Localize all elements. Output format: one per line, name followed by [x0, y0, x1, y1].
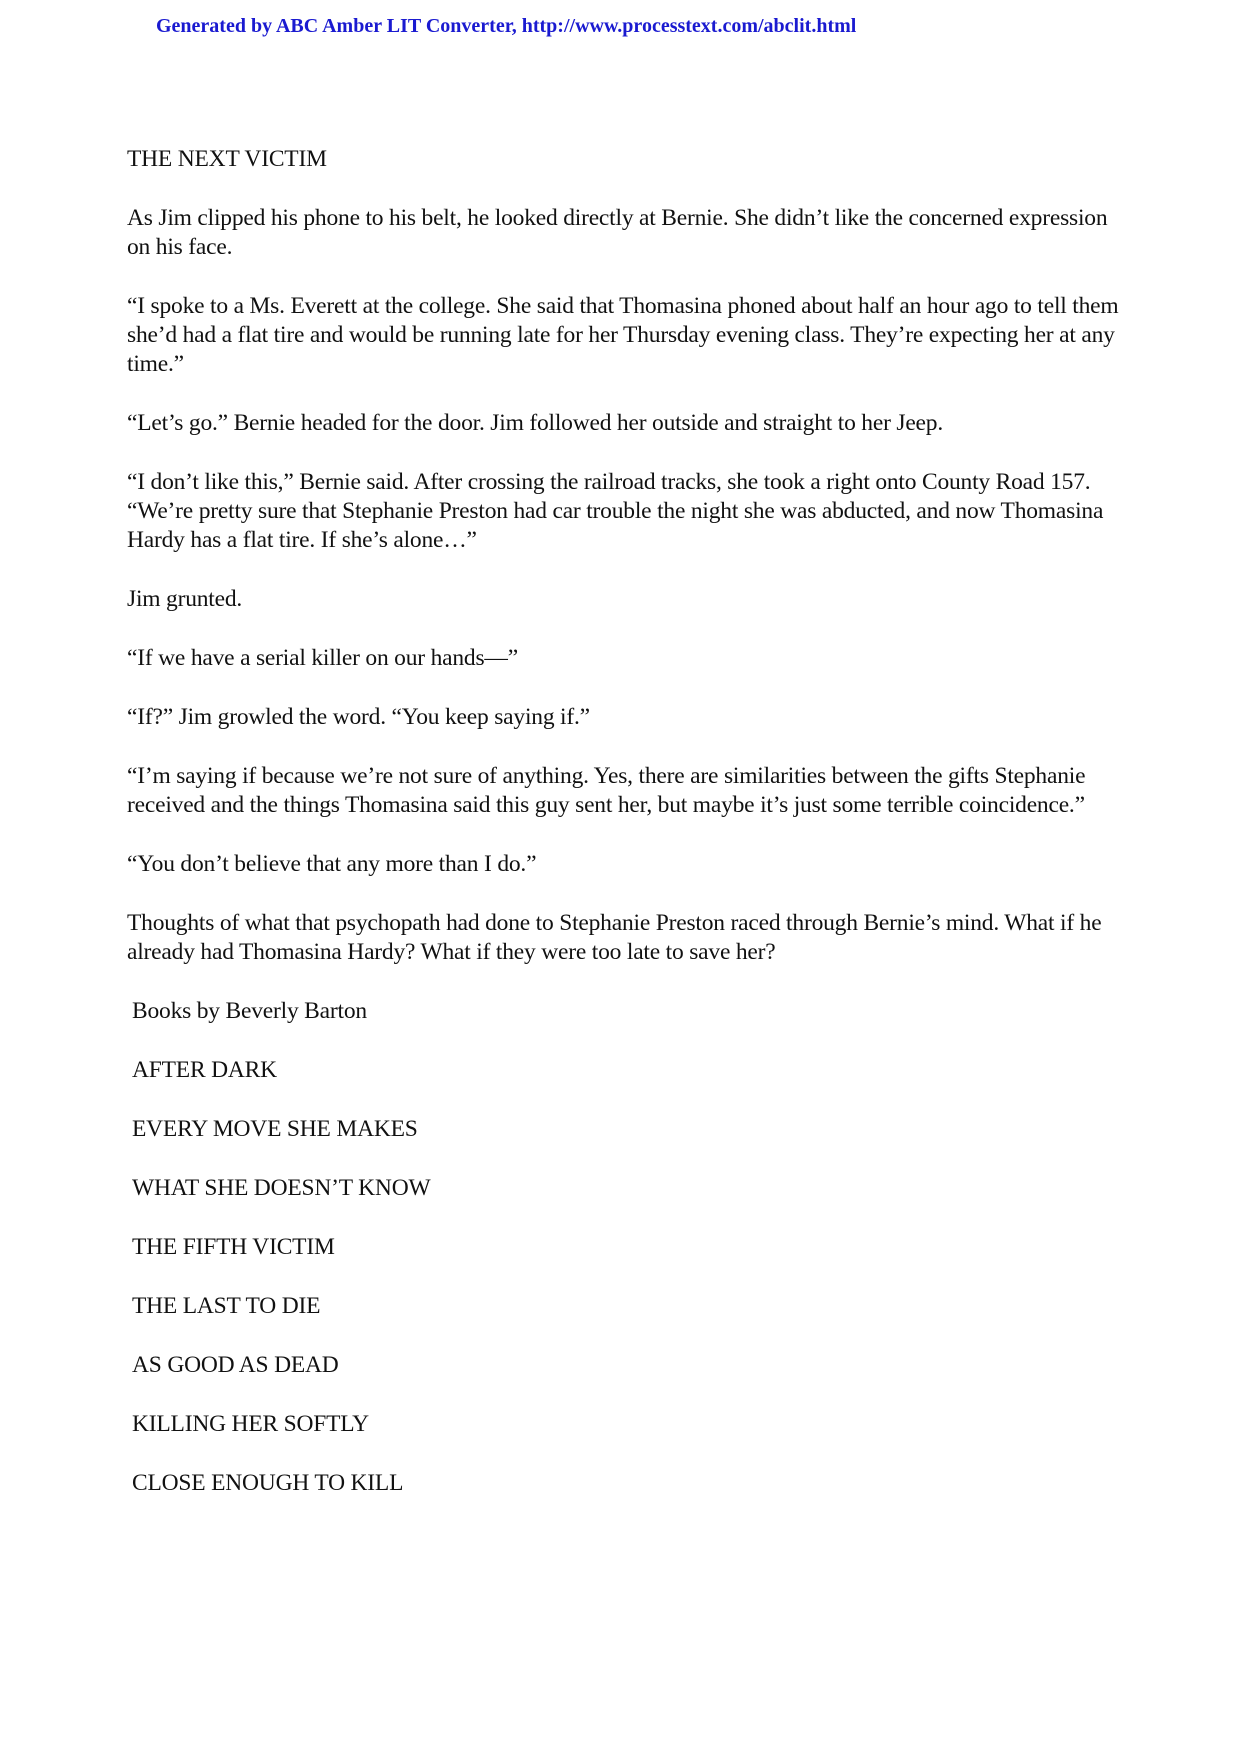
book-title: CLOSE ENOUGH TO KILL [132, 1470, 404, 1496]
book-title: THE FIFTH VICTIM [132, 1234, 335, 1260]
paragraph: “If we have a serial killer on our hands—” [127, 645, 518, 671]
document-body [127, 145, 1122, 1528]
paragraph: As Jim clipped his phone to his belt, he looked directly at Bernie. She didn’t like the concerned expression on his face. [127, 205, 1108, 260]
paragraph: Thoughts of what that psychopath had done to Stephanie Preston raced through Bernie’s mind. What if he already had Thomasina Hardy? What if they were too late to save her? [127, 910, 1102, 965]
book-title: AFTER DARK [132, 1057, 277, 1083]
paragraph: “I’m saying if because we’re not sure of anything. Yes, there are similarities between the gifts Stephanie received and the things Thomasina said this guy sent her, but maybe it’s just some terrible coincidence.” [127, 763, 1086, 818]
book-title: AS GOOD AS DEAD [132, 1352, 339, 1378]
paragraph: “If?” Jim growled the word. “You keep saying if.” [127, 704, 590, 730]
books-heading: Books by Beverly Barton [132, 998, 367, 1024]
paragraph: “Let’s go.” Bernie headed for the door. Jim followed her outside and straight to her Jeep. [127, 410, 944, 436]
paragraph: “You don’t believe that any more than I do.” [127, 851, 537, 877]
book-title: KILLING HER SOFTLY [132, 1411, 369, 1437]
paragraph: “I don’t like this,” Bernie said. After crossing the railroad tracks, she took a right onto County Road 157. “We’re pretty sure that Stephanie Preston had car trouble the night she was abducted, and now Thomasina Hardy has a flat tire. If she’s alone…” [127, 469, 1104, 553]
paragraph: “I spoke to a Ms. Everett at the college. She said that Thomasina phoned about half an hour ago to tell them she’d had a flat tire and would be running late for her Thursday evening class. They’re expecting her at any time.” [127, 293, 1119, 377]
generator-link[interactable]: Generated by ABC Amber LIT Converter, http://www.processtext.com/abclit.html [156, 15, 857, 37]
paragraph: Jim grunted. [127, 586, 243, 612]
book-title: THE LAST TO DIE [132, 1293, 321, 1319]
chapter-title: THE NEXT VICTIM [127, 146, 327, 172]
book-title: EVERY MOVE SHE MAKES [132, 1116, 418, 1142]
book-list [127, 1056, 1122, 1498]
book-title: WHAT SHE DOESN’T KNOW [132, 1175, 431, 1201]
